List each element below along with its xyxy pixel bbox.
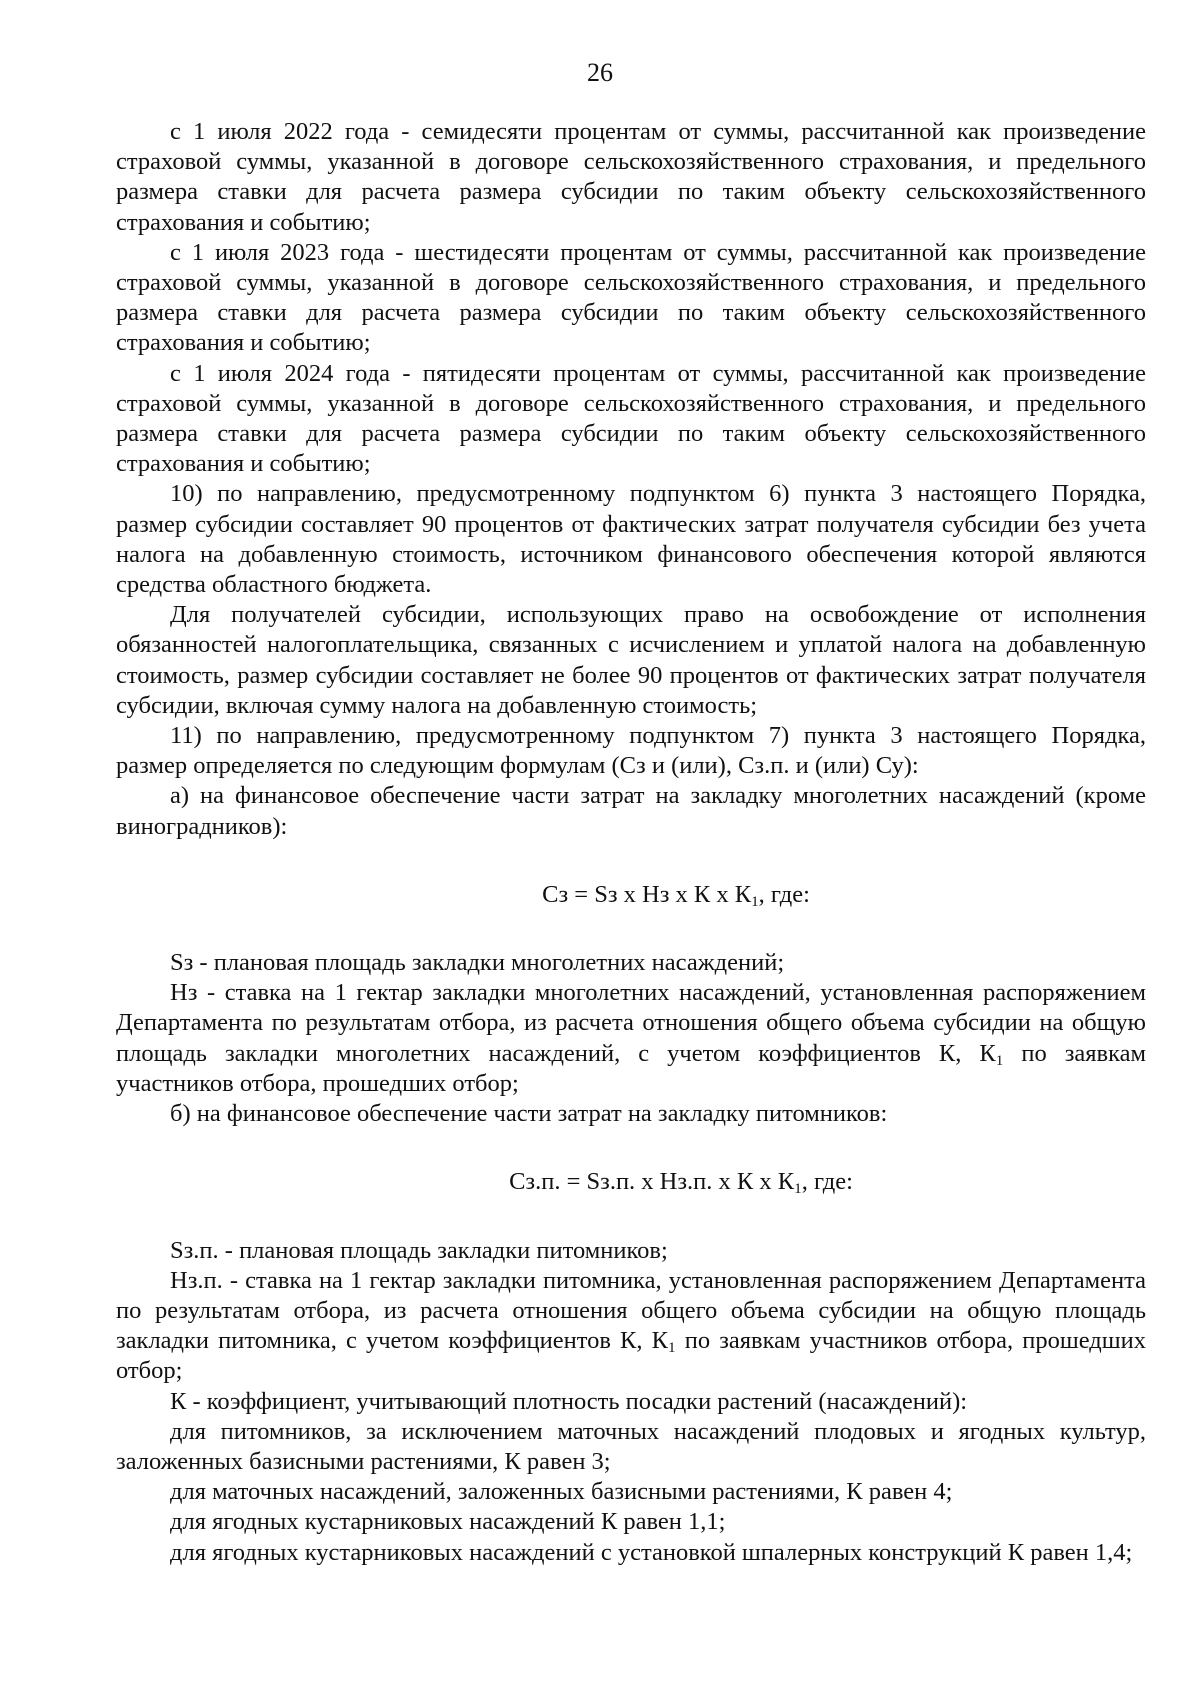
page-number: 26	[587, 58, 613, 87]
nzp-definition-tail: по заявкам участников отбора, прошедших отбор;	[116, 1327, 1146, 1385]
formula-czp-subscript: 1	[794, 1180, 802, 1198]
formula-czp-tail: , где:	[801, 1168, 853, 1196]
formula-czp	[116, 1167, 1146, 1197]
paragraph-item-11: 11) по направлению, предусмотренному подпунктом 7) пункта 3 настоящего Порядка, размер определяется по следующим формулам (Сз и (или), Сз.п. и (или) Су):	[116, 722, 1146, 780]
paragraph-subitem-b: б) на финансовое обеспечение части затрат на закладку питомников:	[170, 1100, 888, 1128]
document-body	[116, 117, 1146, 1568]
paragraph-2023-rate: с 1 июля 2023 года - шестидесяти процентам от суммы, рассчитанной как произведение страховой суммы, указанной в договоре сельскохозяйственного страхования, и предельного размера ставки для расчета размера субсидии по таким объекту сельскохозяйственного страхования и событию;	[116, 238, 1146, 357]
formula-cz-main: Сз = Sз х Нз х К х К	[542, 880, 752, 908]
paragraph-nzp-definition	[116, 1266, 1146, 1387]
nz-definition-text: Нз - ставка на 1 гектар закладки многолетних насаждений, установленная распоряжением Департамента по результатам отбора, из расчета отношения общего объема субсидии на общую площадь закладки многолетних насаждений, с учетом коэффициентов К, К	[116, 979, 1146, 1067]
formula-cz-tail: , где:	[758, 880, 810, 908]
paragraph-2024-rate: с 1 июля 2024 года - пятидесяти процентам от суммы, рассчитанной как произведение страховой суммы, указанной в договоре сельскохозяйственного страхования, и предельного размера ставки для расчета размера субсидии по таким объекту сельскохозяйственного страхования и событию;	[116, 359, 1146, 478]
paragraph-k-nurseries: для питомников, за исключением маточных насаждений плодовых и ягодных культур, заложенных базисными растениями, К равен 3;	[116, 1417, 1146, 1475]
paragraph-k-berry-trellis: для ягодных кустарниковых насаждений с установкой шпалерных конструкций К равен 1,4;	[170, 1538, 1133, 1566]
nzp-definition-subscript: 1	[668, 1338, 676, 1356]
paragraph-2022-rate: с 1 июля 2022 года - семидесяти процентам от суммы, рассчитанной как произведение страховой суммы, указанной в договоре сельскохозяйственного страхования, и предельного размера ставки для расчета размера субсидии по таким объекту сельскохозяйственного страхования и событию;	[116, 118, 1146, 236]
paragraph-nz-definition	[116, 978, 1146, 1099]
nzp-definition-text: Нз.п. - ставка на 1 гектар закладки питомника, установленная распоряжением Департамента по результатам отбора, из расчета отношения общего объема субсидии на общую площадь закладки питомника, с учетом коэффициентов К, К	[116, 1266, 1146, 1355]
formula-cz	[116, 880, 1146, 910]
paragraph-vat-exemption: Для получателей субсидии, использующих право на освобождение от исполнения обязанностей налогоплательщика, связанных с исчислением и уплатой налога на добавленную стоимость, размер субсидии составляет не более 90 процентов от фактических затрат получателя субсидии, включая сумму налога на добавленную стоимость;	[116, 601, 1146, 719]
paragraph-k-coefficient: К - коэффициент, учитывающий плотность посадки растений (насаждений):	[170, 1387, 968, 1415]
formula-czp-main: Сз.п. = Sз.п. х Нз.п. х К х К	[509, 1168, 795, 1196]
paragraph-subitem-a: а) на финансовое обеспечение части затрат на закладку многолетних насаждений (кроме виноградников):	[116, 782, 1146, 840]
paragraph-item-10: 10) по направлению, предусмотренному подпунктом 6) пункта 3 настоящего Порядка, размер субсидии составляет 90 процентов от фактических затрат получателя субсидии без учета налога на добавленную стоимость, источником финансового обеспечения которой являются средства областного бюджета.	[116, 480, 1146, 599]
paragraph-szp-definition: Sз.п. - плановая площадь закладки питомников;	[170, 1236, 668, 1264]
formula-cz-subscript: 1	[751, 892, 759, 910]
paragraph-k-berry-shrubs: для ягодных кустарниковых насаждений К равен 1,1;	[170, 1508, 726, 1536]
nz-definition-subscript: 1	[995, 1051, 1004, 1069]
nz-definition-tail: по заявкам участников отбора, прошедших отбор;	[116, 1039, 1146, 1097]
paragraph-k-mother-plantings: для маточных насаждений, заложенных базисными растениями, К равен 4;	[170, 1478, 953, 1506]
paragraph-sz-definition: Sз - плановая площадь закладки многолетних насаждений;	[170, 949, 785, 977]
